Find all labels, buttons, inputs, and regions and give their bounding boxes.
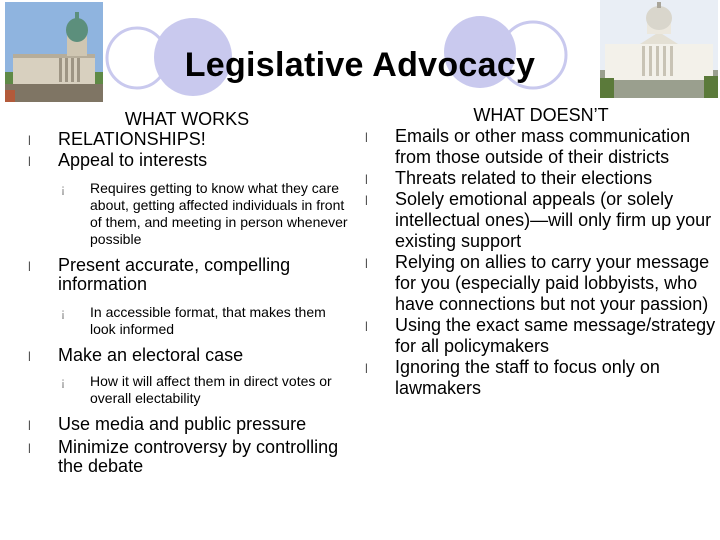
what-works-heading: WHAT WORKS bbox=[124, 109, 250, 129]
list-item: l Make an electoral case bbox=[28, 346, 348, 365]
what-doesnt-column bbox=[365, 104, 720, 399]
list-item: l Relying on allies to carry your message for you (especially paid lobbyists, who have connections but not your passion) bbox=[365, 252, 720, 315]
what-works-list bbox=[28, 130, 348, 476]
list-item: l Use media and public pressure bbox=[28, 415, 348, 434]
what-doesnt-heading: WHAT DOESN’T bbox=[473, 105, 609, 125]
what-doesnt-list bbox=[365, 126, 720, 399]
sub-list-item: ¡ How it will affect them in direct votes or overall electability bbox=[28, 373, 348, 407]
list-item: l Ignoring the staff to focus only on lawmakers bbox=[365, 357, 720, 399]
list-item: l Solely emotional appeals (or solely intellectual ones)—will only firm up your existing support bbox=[365, 189, 720, 252]
list-item: l Using the exact same message/strategy for all policymakers bbox=[365, 315, 720, 357]
list-item: l Present accurate, compelling information bbox=[28, 256, 348, 294]
list-item: l Minimize controversy by controlling the debate bbox=[28, 438, 348, 476]
slide-title: Legislative Advocacy bbox=[184, 46, 536, 84]
list-item: l Emails or other mass communication from those outside of their districts bbox=[365, 126, 720, 168]
list-item: l Threats related to their elections bbox=[365, 168, 720, 189]
sub-list-item: ¡ Requires getting to know what they care about, getting affected individuals in front of them, and meeting in person whenever possible bbox=[28, 180, 348, 248]
sub-list-item: ¡ In accessible format, that makes them look informed bbox=[28, 304, 348, 338]
list-item: l RELATIONSHIPS! bbox=[28, 130, 348, 149]
what-works-column bbox=[28, 108, 348, 476]
list-item: l Appeal to interests bbox=[28, 151, 348, 170]
